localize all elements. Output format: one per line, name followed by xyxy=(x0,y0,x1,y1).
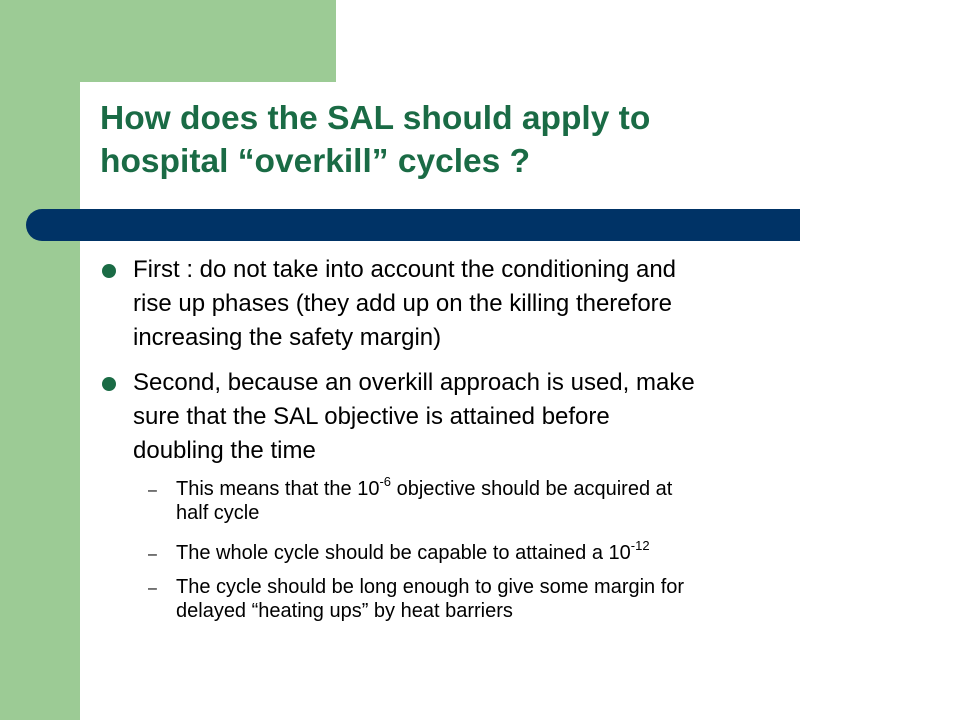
title-line: hospital “overkill” cycles ? xyxy=(100,143,531,180)
sub-bullet-line xyxy=(176,538,906,565)
sub-bullet-line xyxy=(176,474,906,501)
sub-bullet-segment: This means that the 10 xyxy=(176,478,380,500)
sub-bullet-text xyxy=(176,474,906,525)
sub-bullet-segment: objective should be acquired at xyxy=(391,478,673,500)
sub-bullet-line: The cycle should be long enough to give some margin for xyxy=(176,576,685,598)
sub-bullet-text xyxy=(176,575,906,623)
sub-bullet-line: half cycle xyxy=(176,502,260,524)
bullet-line: sure that the SAL objective is attained before xyxy=(133,403,610,430)
title-line: How does the SAL should apply to xyxy=(100,100,651,137)
bullet-dot-icon xyxy=(102,377,116,391)
bullet-line: rise up phases (they add up on the killing therefore xyxy=(133,290,673,317)
bullet-dot-icon xyxy=(102,264,116,278)
bullet-text xyxy=(133,366,903,468)
sub-bullet-segment: The whole cycle should be capable to attained a 10 xyxy=(176,542,631,564)
bullet-line: Second, because an overkill approach is used, make xyxy=(133,369,695,396)
exponent-superscript: -6 xyxy=(379,474,392,490)
exponent-superscript: -12 xyxy=(630,538,650,554)
sub-bullet-line: delayed “heating ups” by heat barriers xyxy=(176,600,513,622)
sub-bullet-dash: – xyxy=(148,482,157,499)
bullet-line: increasing the safety margin) xyxy=(133,324,442,351)
sub-bullet-dash: – xyxy=(148,546,157,563)
bullet-line: doubling the time xyxy=(133,437,316,464)
bullet-line: First : do not take into account the conditioning and xyxy=(133,256,677,283)
bullet-text xyxy=(133,253,903,355)
sub-bullet-text xyxy=(176,538,906,565)
sub-bullet-dash: – xyxy=(148,580,157,597)
